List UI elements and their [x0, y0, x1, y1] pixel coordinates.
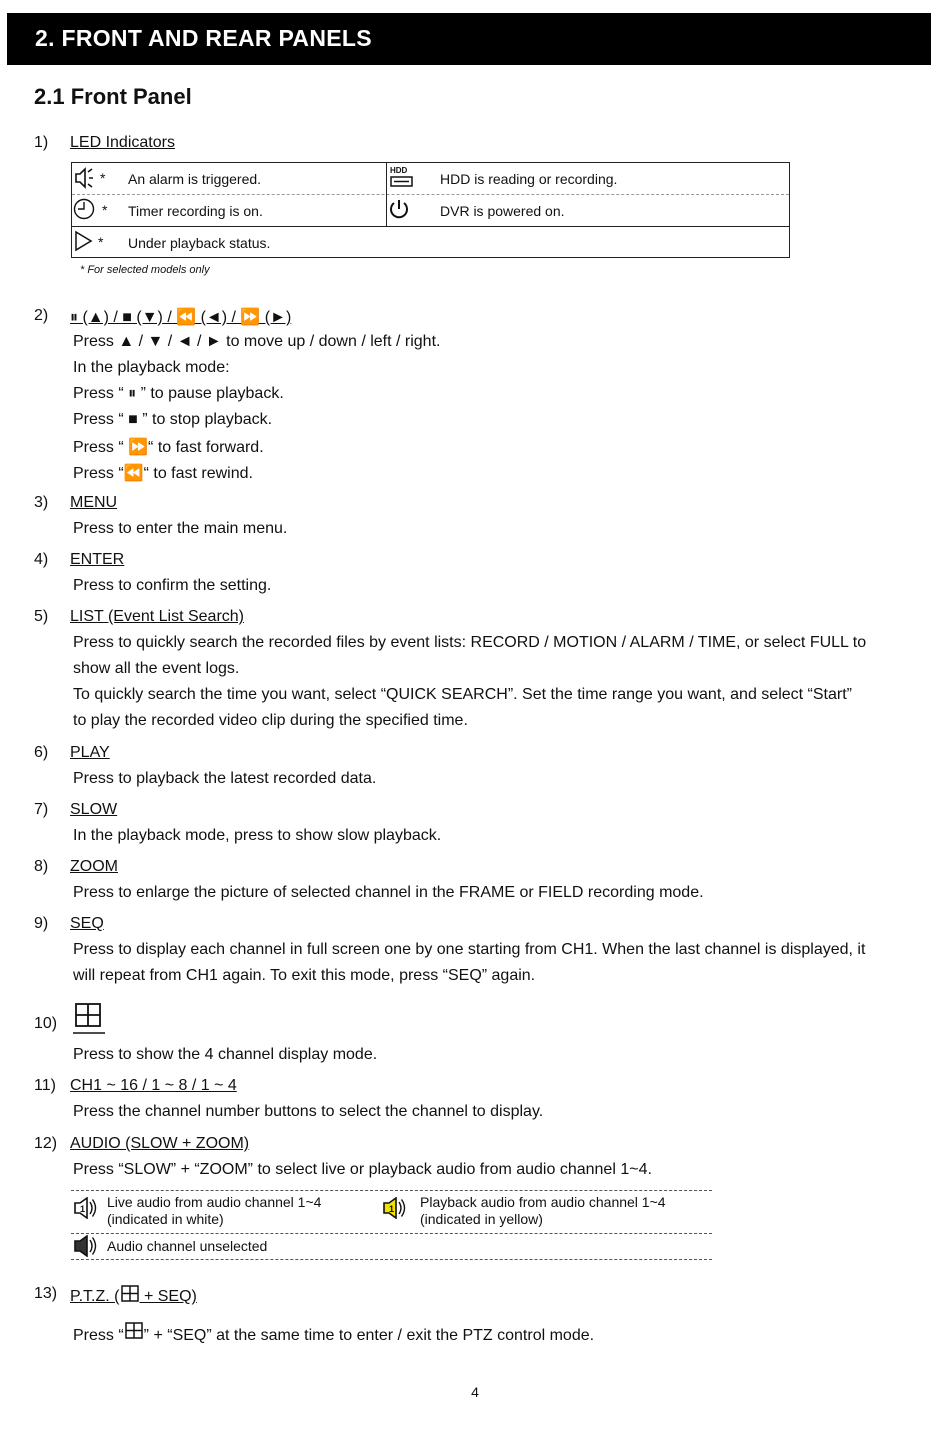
item-text: Press “⏪“ to fast rewind.: [73, 465, 253, 482]
svg-text:1: 1: [389, 1204, 395, 1214]
item-title-list: LIST (Event List Search): [70, 608, 244, 625]
audio-unselected-icon: [73, 1235, 97, 1257]
item-text: Press to enlarge the picture of selected channel in the FRAME or FIELD recording mode.: [73, 884, 704, 901]
item-title-audio: AUDIO (SLOW + ZOOM): [70, 1135, 250, 1152]
item-number: 8): [34, 858, 49, 875]
item-text: Press “ ■ ” to stop playback.: [73, 411, 273, 428]
item-number: 2): [34, 307, 49, 324]
power-icon: [388, 198, 410, 220]
asterisk: *: [98, 234, 104, 250]
led-indicator-table: [71, 162, 790, 258]
item-text: to play the recorded video clip during the specified time.: [73, 712, 468, 729]
item-number: 9): [34, 915, 49, 932]
quad-display-icon: [120, 1285, 140, 1303]
audio-live-line2: (indicated in white): [107, 1211, 224, 1227]
audio-live-text: [107, 1194, 321, 1228]
item-text: In the playback mode, press to show slow playback.: [73, 827, 442, 844]
item-text: Press to confirm the setting.: [73, 577, 272, 594]
item-text: Press “ ⏩“ to fast forward.: [73, 439, 264, 456]
item-number: 5): [34, 608, 49, 625]
item-number: 1): [34, 134, 49, 151]
item-text: Press the channel number buttons to select the channel to display.: [73, 1103, 544, 1120]
item-title-enter: ENTER: [70, 551, 125, 568]
item-number: 4): [34, 551, 49, 568]
item-number: 12): [34, 1135, 58, 1152]
quad-display-icon: [72, 1002, 106, 1036]
item-title-arrows: ⏸ (▲) / ■ (▼) / ⏪ (◄) / ⏩ (►): [70, 309, 292, 326]
chapter-title: 2. FRONT AND REAR PANELS: [35, 25, 372, 51]
item-title-led: LED Indicators: [70, 134, 175, 151]
hdd-text: HDD is reading or recording.: [440, 171, 618, 187]
power-text: DVR is powered on.: [440, 203, 565, 219]
page-number: 4: [471, 1384, 479, 1400]
item-title-seq: SEQ: [70, 915, 104, 932]
item-text: Press to enter the main menu.: [73, 520, 288, 537]
ptz-line-start: Press “: [73, 1327, 124, 1344]
audio-playback-text: [420, 1194, 666, 1228]
audio-live-line1: Live audio from audio channel 1~4: [107, 1194, 322, 1210]
item-text: Press “SLOW” + “ZOOM” to select live or playback audio from audio channel 1~4.: [73, 1161, 652, 1178]
footnote: * For selected models only: [80, 264, 210, 276]
hdd-icon-label: HDD: [390, 166, 408, 175]
audio-legend-table: [71, 1190, 712, 1260]
alarm-icon: [74, 167, 94, 189]
svg-text:1: 1: [80, 1204, 86, 1214]
item-number: 10): [34, 1015, 58, 1032]
item-text: Press ▲ / ▼ / ◄ / ► to move up / down / left / right.: [73, 333, 441, 350]
item-text: Press to display each channel in full screen one by one starting from CH1. When the last channel is displayed, it: [73, 941, 866, 958]
alarm-text: An alarm is triggered.: [128, 171, 262, 187]
item-text: Press “ ⏸ ” to pause playback.: [73, 385, 284, 402]
item-text: Press to quickly search the recorded files by event lists: RECORD / MOTION / ALARM / TIME, or select FULL to: [73, 634, 867, 651]
item-number: 6): [34, 744, 49, 761]
ptz-line-end: ” + “SEQ” at the same time to enter / exit the PTZ control mode.: [143, 1327, 595, 1344]
play-icon: [74, 230, 94, 252]
item-title-play: PLAY: [70, 744, 110, 761]
hdd-icon: [390, 166, 414, 190]
item-number: 13): [34, 1285, 58, 1302]
audio-live-icon: [73, 1197, 97, 1219]
asterisk: *: [102, 202, 108, 218]
item-title-ptz: [70, 1285, 197, 1306]
item-title-menu: MENU: [70, 494, 118, 511]
clock-icon: [73, 198, 95, 220]
item-number: 7): [34, 801, 49, 818]
audio-playback-line2: (indicated in yellow): [420, 1211, 543, 1227]
header-bar: [7, 13, 931, 65]
item-title-slow: SLOW: [70, 801, 118, 818]
audio-unselected-text: Audio channel unselected: [107, 1238, 268, 1254]
item-text: Press to show the 4 channel display mode.: [73, 1046, 378, 1063]
audio-playback-icon: [382, 1197, 406, 1219]
ptz-title-start: P.T.Z. (: [70, 1288, 120, 1305]
item-text: To quickly search the time you want, select “QUICK SEARCH”. Set the time range you want, and select “Start”: [73, 686, 852, 703]
timer-text: Timer recording is on.: [128, 203, 263, 219]
quad-display-icon: [124, 1322, 144, 1340]
item-text: In the playback mode:: [73, 359, 230, 376]
section-title: 2.1 Front Panel: [34, 84, 192, 109]
item-text: [73, 1322, 594, 1345]
item-number: 11): [34, 1077, 56, 1094]
item-number: 3): [34, 494, 49, 511]
playback-text: Under playback status.: [128, 235, 271, 251]
ptz-title-end: + SEQ): [139, 1288, 197, 1305]
item-text: Press to playback the latest recorded data.: [73, 770, 377, 787]
item-title-zoom: ZOOM: [70, 858, 118, 875]
asterisk: *: [100, 170, 106, 186]
audio-playback-line1: Playback audio from audio channel 1~4: [420, 1194, 666, 1210]
item-text: will repeat from CH1 again. To exit this mode, press “SEQ” again.: [73, 967, 536, 984]
item-title-channels: CH1 ~ 16 / 1 ~ 8 / 1 ~ 4: [70, 1077, 237, 1094]
item-text: show all the event logs.: [73, 660, 240, 677]
